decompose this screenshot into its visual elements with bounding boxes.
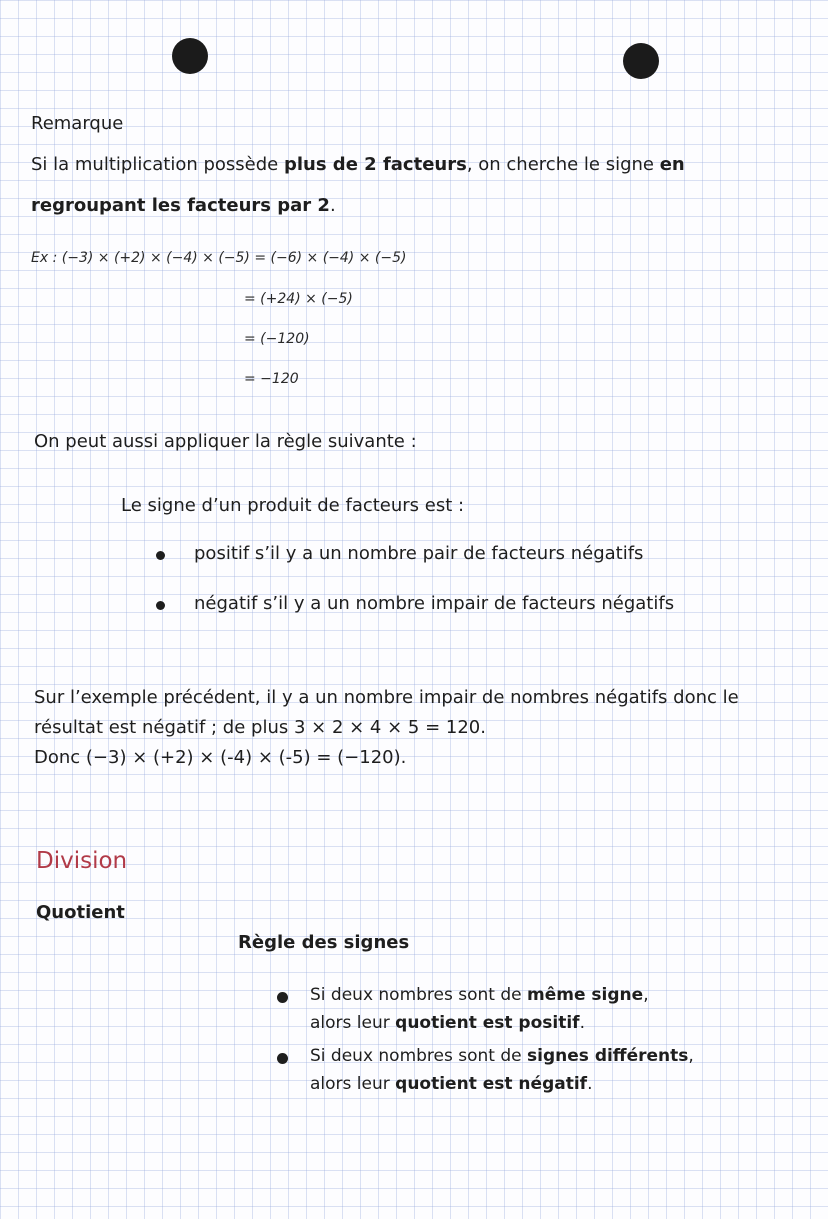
- remarque-line-2: [31, 195, 336, 216]
- bullet-icon: [277, 992, 288, 1003]
- rule-bullet-1: positif s’il y a un nombre pair de facteurs négatifs: [194, 543, 644, 564]
- rule-heading: Le signe d’un produit de facteurs est :: [121, 495, 465, 516]
- example-line-2: = (+24) × (−5): [244, 291, 353, 307]
- division-bullet-1-line-2: [310, 1013, 585, 1033]
- remarque-line-1: [31, 154, 685, 175]
- conclusion-line-2: résultat est négatif ; de plus 3 × 2 × 4 × 5 = 120.: [34, 717, 486, 738]
- example-line-3: = (−120): [244, 331, 310, 347]
- example-line-4: = −120: [244, 371, 299, 387]
- example-line-1: Ex : (−3) × (+2) × (−4) × (−5) = (−6) × (−4) × (−5): [31, 250, 407, 266]
- text-bold: même signe: [527, 985, 644, 1005]
- remarque-title: Remarque: [31, 113, 124, 134]
- bullet-icon: [156, 551, 165, 560]
- text-segment: , on cherche le signe: [466, 154, 660, 175]
- division-bullet-2-line-2: [310, 1074, 592, 1094]
- division-bullet-1-line-1: [310, 985, 649, 1005]
- text-segment: Si deux nombres sont de: [310, 1046, 528, 1066]
- text-bold: quotient est négatif: [395, 1074, 588, 1094]
- text-segment: .: [579, 1013, 585, 1033]
- text-bold: quotient est positif: [395, 1013, 580, 1033]
- text-bold: plus de 2 facteurs: [283, 154, 467, 175]
- binder-hole-right: [623, 43, 659, 79]
- division-title: Division: [36, 848, 128, 874]
- text-segment: ,: [643, 985, 649, 1005]
- text-segment: Si deux nombres sont de: [310, 985, 528, 1005]
- rule-bullet-2: négatif s’il y a un nombre impair de facteurs négatifs: [194, 593, 675, 614]
- bullet-icon: [277, 1053, 288, 1064]
- text-segment: .: [329, 195, 336, 216]
- conclusion-line-3: Donc (−3) × (+2) × (-4) × (-5) = (−120).: [34, 747, 407, 768]
- text-bold: en: [659, 154, 685, 175]
- quotient-subtitle: Quotient: [36, 902, 125, 923]
- rule-intro: On peut aussi appliquer la règle suivante :: [34, 431, 417, 452]
- bullet-icon: [156, 601, 165, 610]
- text-segment: alors leur: [310, 1013, 396, 1033]
- text-bold: regroupant les facteurs par 2: [31, 195, 330, 216]
- text-segment: .: [587, 1074, 593, 1094]
- division-bullet-2-line-1: [310, 1046, 694, 1066]
- sign-rule-title: Règle des signes: [238, 932, 410, 953]
- binder-hole-left: [172, 38, 208, 74]
- text-segment: Si la multiplication possède: [31, 154, 284, 175]
- text-segment: ,: [688, 1046, 694, 1066]
- text-segment: alors leur: [310, 1074, 396, 1094]
- text-bold: signes différents: [527, 1046, 689, 1066]
- conclusion-line-1: Sur l’exemple précédent, il y a un nombre impair de nombres négatifs donc le: [34, 687, 739, 708]
